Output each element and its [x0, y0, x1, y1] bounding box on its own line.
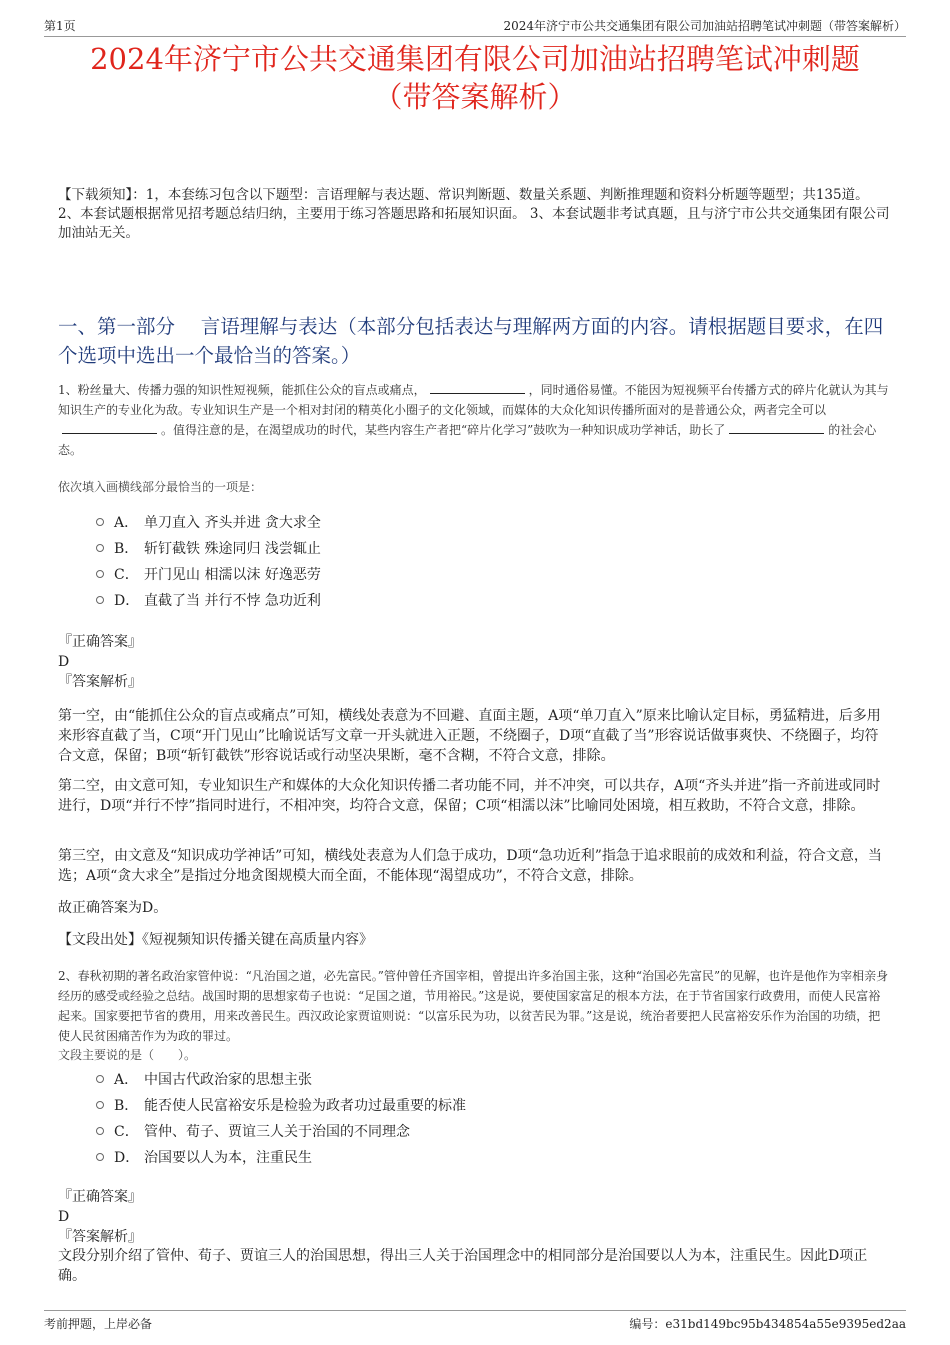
explanation-conclusion: 故正确答案为D。 [58, 900, 168, 916]
option-c[interactable]: C． 开门见山 相濡以沫 好逸恶劳 [96, 561, 321, 587]
option-b[interactable]: B． 能否使人民富裕安乐是检验为政者功过最重要的标准 [96, 1092, 466, 1118]
radio-icon[interactable] [96, 544, 104, 552]
radio-icon[interactable] [96, 518, 104, 526]
footer-slogan: 考前押题，上岸必备 [44, 1317, 153, 1331]
question-2-options [96, 1066, 466, 1170]
blank-1 [430, 381, 525, 394]
page-footer [44, 1310, 906, 1332]
radio-icon[interactable] [96, 570, 104, 578]
answer-value: D [58, 654, 70, 670]
blank-2 [62, 421, 157, 434]
option-a[interactable]: A． 中国古代政治家的思想主张 [96, 1066, 466, 1092]
blank-3 [729, 421, 824, 434]
option-d[interactable]: D． 治国要以人为本，注重民生 [96, 1144, 466, 1170]
option-b[interactable]: B． 斩钉截铁 殊途同归 浅尝辄止 [96, 535, 321, 561]
option-c[interactable]: C． 管仲、荀子、贾谊三人关于治国的不同理念 [96, 1118, 466, 1144]
explanation-label: 『答案解析』 [58, 674, 142, 690]
answer-value: D [58, 1209, 70, 1225]
question-1-prompt: 依次填入画横线部分最恰当的一项是： [58, 480, 263, 494]
page-number: 第1页 [44, 19, 76, 33]
source-citation: 【文段出处】《短视频知识传播关键在高质量内容》 [58, 932, 373, 948]
question-1-text: 1、粉丝量大、传播力强的知识性短视频，能抓住公众的盲点或痛点， ，同时通俗易懂。不能因为短视频平台传播方式的碎片化就认为其与知识生产的专业化为敌。专业知识生产是一个相对封闭的精英化小圈子的文化领域，而媒体的大众化知识传播所面对的是普通公众，两者完全可以。值得注意的是，在渴望成功的时代，某些内容生产者把“碎片化学习”鼓吹为一种知识成功学神话，助长了 的社会心态。 [58, 383, 889, 457]
question-2-prompt: 文段主要说的是（ ）。 [58, 1048, 197, 1062]
option-a[interactable]: A． 单刀直入 齐头并进 贪大求全 [96, 509, 321, 535]
page-header [44, 14, 906, 37]
radio-icon[interactable] [96, 1075, 104, 1083]
download-notice: 【下载须知】：1，本套练习包含以下题型：言语理解与表达题、常识判断题、数量关系题、判断推理题和资料分析题等题型；共135道。 2、本套试题根据常见招考题总结归纳，主要用于练习答题思路和拓展知识面。 3、本套试题非考试真题，且与济宁市公共交通集团有限公司加油站无关。 [58, 187, 890, 241]
answer-label: 『正确答案』 [58, 1189, 142, 1205]
explanation-label: 『答案解析』 [58, 1229, 142, 1245]
option-d[interactable]: D． 直截了当 并行不悖 急功近利 [96, 587, 321, 613]
radio-icon[interactable] [96, 1127, 104, 1135]
explanation-paragraph: 第三空，由文意及“知识成功学神话”可知，横线处表意为人们急于成功，D项“急功近利”指急于追求眼前的成效和利益，符合文意，当选；A项“贪大求全”是指过分地贪图规模大而全面，不能体现“渴望成功”，不符合文意，排除。 [58, 848, 882, 884]
explanation-paragraph: 第二空，由文意可知，专业知识生产和媒体的大众化知识传播二者功能不同，并不冲突，可以共存，A项“齐头并进”指一齐前进或同时进行，D项“并行不悖”指同时进行，不相冲突，均符合文意，保留；C项“相濡以沫”比喻同处困境，相互救助，不符合文意，排除。 [58, 778, 881, 814]
header-doc-title: 2024年济宁市公共交通集团有限公司加油站招聘笔试冲刺题（带答案解析） [503, 19, 906, 33]
radio-icon[interactable] [96, 1153, 104, 1161]
page-title: 2024年济宁市公共交通集团有限公司加油站招聘笔试冲刺题 （带答案解析） [90, 42, 860, 114]
document-code: 编号：e31bd149bc95b434854a55e9395ed2aa [629, 1317, 906, 1331]
explanation-paragraph: 第一空，由“能抓住公众的盲点或痛点”可知，横线处表意为不回避、直面主题，A项“单刀直入”原来比喻认定目标，勇猛精进，后多用来形容直截了当，C项“开门见山”比喻说话写文章一开头就进入正题，不绕圈子，D项“直截了当”形容说话做事爽快、不绕圈子，均符合文意，保留；B项“斩钉截铁”形容说话或行动坚决果断，毫不含糊，不符合文意，排除。 [58, 708, 881, 764]
question-2-text: 2、春秋初期的著名政治家管仲说：“凡治国之道，必先富民。”管仲曾任齐国宰相，曾提出许多治国主张，这种“治国必先富民”的见解，也许是他作为宰相亲身经历的感受或经验之总结。战国时期的思想家荀子也说：“足国之道，节用裕民。”这是说，要使国家富足的根本方法，在于节省国家行政费用，而使人民富裕起来。国家要把节省的费用，用来改善民生。西汉政论家贾谊则说：“以富乐民为功，以贫苦民为罪。”这是说，统治者要把人民富裕安乐作为治国的功绩，把使人民贫困痛苦作为为政的罪过。 [58, 969, 889, 1043]
radio-icon[interactable] [96, 596, 104, 604]
radio-icon[interactable] [96, 1101, 104, 1109]
question-1-options [96, 509, 321, 613]
explanation-paragraph: 文段分别介绍了管仲、荀子、贾谊三人的治国思想，得出三人关于治国理念中的相同部分是治国要以人为本，注重民生。因此D项正确。 [58, 1248, 868, 1284]
section-heading: 一、第一部分 言语理解与表达（本部分包括表达与理解两方面的内容。请根据题目要求，在四个选项中选出一个最恰当的答案。） [58, 315, 884, 367]
answer-label: 『正确答案』 [58, 634, 142, 650]
